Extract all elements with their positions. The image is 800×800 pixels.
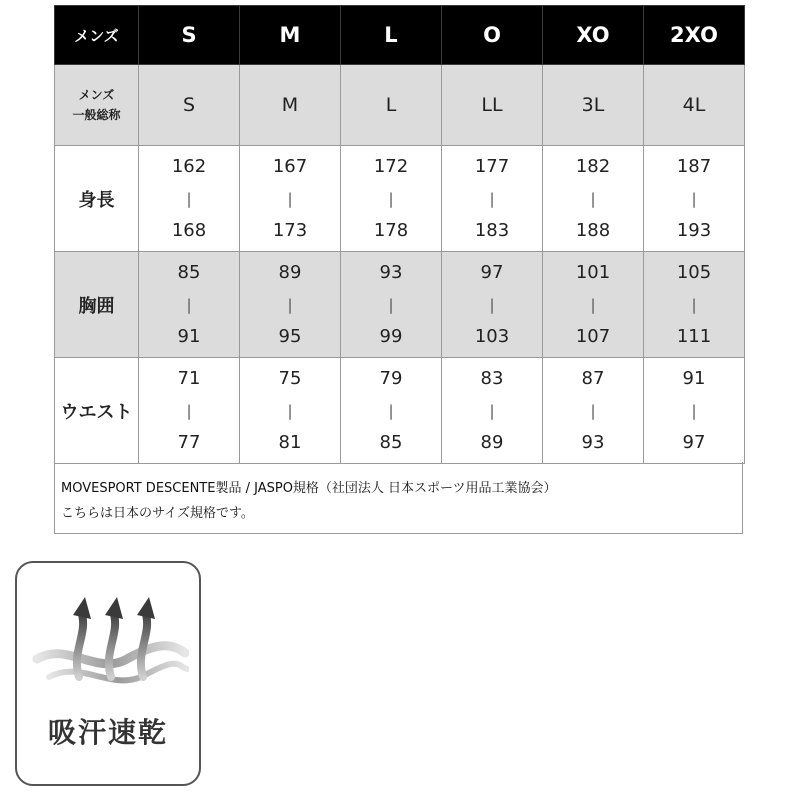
chest-label: 胸囲	[55, 252, 139, 358]
range-min: 75	[278, 367, 302, 389]
range-separator: |	[590, 401, 596, 420]
range-separator: |	[691, 189, 697, 208]
range-min: 182	[575, 155, 611, 177]
header-row	[55, 6, 745, 65]
range-max: 99	[379, 325, 403, 347]
range-min: 89	[278, 261, 302, 283]
height-cell	[442, 146, 543, 252]
range-min: 91	[682, 367, 706, 389]
chest-cell	[442, 252, 543, 358]
header-size: 2XO	[644, 6, 745, 65]
range-max: 111	[676, 325, 712, 347]
range-separator: |	[590, 295, 596, 314]
range-max: 178	[373, 219, 409, 241]
general-size-value: LL	[442, 65, 543, 146]
range-separator: |	[590, 189, 596, 208]
range-min: 79	[379, 367, 403, 389]
range-min: 87	[581, 367, 605, 389]
height-cell	[543, 146, 644, 252]
range-separator: |	[691, 401, 697, 420]
range-separator: |	[489, 189, 495, 208]
note-line-1: MOVESPORT DESCENTE製品 / JASPO規格（社団法人 日本スポーツ用品工業協会）	[61, 481, 557, 496]
range-max: 103	[474, 325, 510, 347]
waist-cell	[240, 358, 341, 464]
general-size-value: M	[240, 65, 341, 146]
note-line-2: こちらは日本のサイズ規格です。	[61, 506, 254, 521]
range-min: 97	[480, 261, 504, 283]
range-min: 83	[480, 367, 504, 389]
range-separator: |	[287, 401, 293, 420]
range-min: 177	[474, 155, 510, 177]
waist-cell	[543, 358, 644, 464]
range-min: 172	[373, 155, 409, 177]
general-size-row	[55, 65, 745, 146]
range-max: 173	[272, 219, 308, 241]
general-size-label	[55, 65, 139, 146]
general-size-value: 4L	[644, 65, 745, 146]
range-separator: |	[388, 295, 394, 314]
header-label: メンズ	[55, 6, 139, 65]
height-row	[55, 146, 745, 252]
header-size: O	[442, 6, 543, 65]
height-cell	[240, 146, 341, 252]
range-separator: |	[287, 295, 293, 314]
range-min: 105	[676, 261, 712, 283]
chest-cell	[543, 252, 644, 358]
height-label: 身長	[55, 146, 139, 252]
range-max: 93	[581, 431, 605, 453]
range-min: 162	[171, 155, 207, 177]
range-separator: |	[388, 189, 394, 208]
range-max: 77	[177, 431, 201, 453]
range-max: 95	[278, 325, 302, 347]
general-size-value: L	[341, 65, 442, 146]
range-min: 85	[177, 261, 201, 283]
range-max: 97	[682, 431, 706, 453]
chest-cell	[644, 252, 745, 358]
range-max: 183	[474, 219, 510, 241]
chest-cell	[139, 252, 240, 358]
range-max: 91	[177, 325, 201, 347]
header-size: M	[240, 6, 341, 65]
range-min: 71	[177, 367, 201, 389]
size-chart-table	[54, 5, 745, 464]
range-separator: |	[186, 189, 192, 208]
header-size: L	[341, 6, 442, 65]
range-max: 85	[379, 431, 403, 453]
general-size-value: 3L	[543, 65, 644, 146]
range-separator: |	[186, 295, 192, 314]
chest-row	[55, 252, 745, 358]
waist-cell	[341, 358, 442, 464]
range-separator: |	[489, 295, 495, 314]
range-max: 188	[575, 219, 611, 241]
height-cell	[341, 146, 442, 252]
general-size-label-line1: メンズ	[78, 88, 115, 102]
range-separator: |	[186, 401, 192, 420]
badge-label: 吸汗速乾	[47, 716, 168, 749]
waist-cell	[442, 358, 543, 464]
header-size: XO	[543, 6, 644, 65]
feature-badge	[15, 561, 201, 786]
range-max: 107	[575, 325, 611, 347]
general-size-value: S	[139, 65, 240, 146]
range-max: 193	[676, 219, 712, 241]
range-separator: |	[691, 295, 697, 314]
general-size-label-line2: 一般総称	[72, 108, 121, 122]
range-min: 167	[272, 155, 308, 177]
chest-cell	[240, 252, 341, 358]
range-max: 81	[278, 431, 302, 453]
range-separator: |	[388, 401, 394, 420]
range-separator: |	[489, 401, 495, 420]
range-min: 187	[676, 155, 712, 177]
moisture-wicking-icon	[27, 581, 189, 701]
size-standard-note	[54, 462, 743, 534]
chest-cell	[341, 252, 442, 358]
range-min: 101	[575, 261, 611, 283]
range-max: 168	[171, 219, 207, 241]
waist-cell	[139, 358, 240, 464]
header-size: S	[139, 6, 240, 65]
waist-label: ウエスト	[55, 358, 139, 464]
waist-cell	[644, 358, 745, 464]
height-cell	[139, 146, 240, 252]
range-max: 89	[480, 431, 504, 453]
range-separator: |	[287, 189, 293, 208]
range-min: 93	[379, 261, 403, 283]
height-cell	[644, 146, 745, 252]
waist-row	[55, 358, 745, 464]
